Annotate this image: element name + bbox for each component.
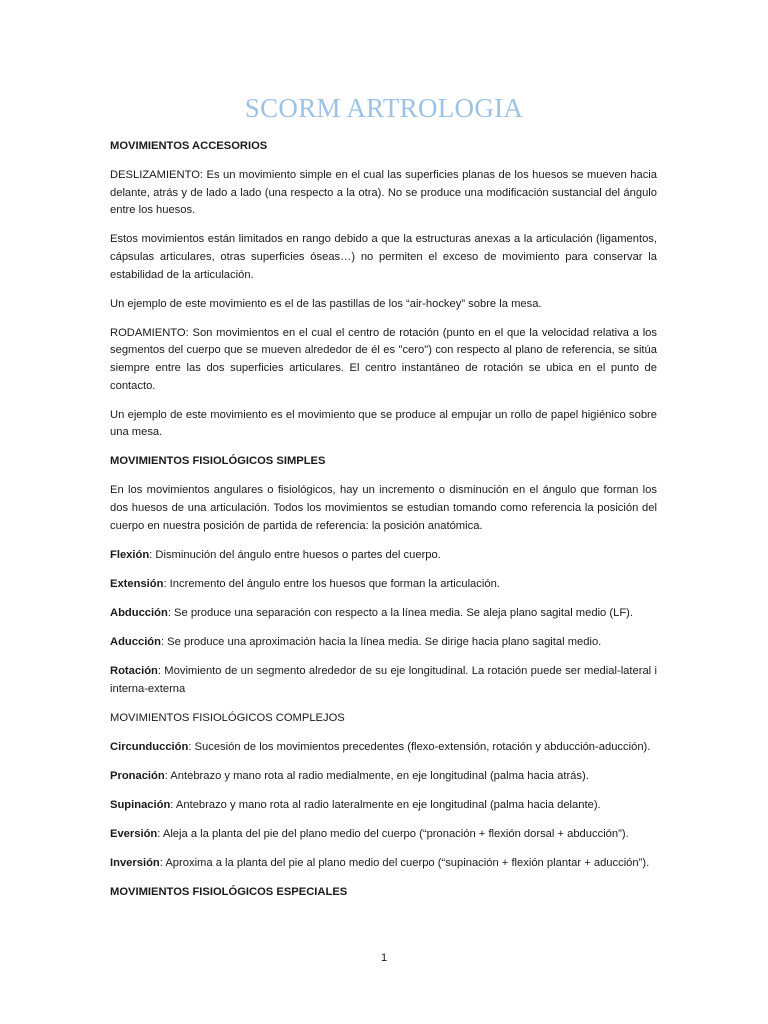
term-eversion: [110, 826, 657, 844]
term-definition: : Sucesión de los movimientos precedentes (flexo-extensión, rotación y abducción-aducción).: [188, 740, 651, 753]
term-circunduccion: [110, 739, 657, 757]
term-definition: : Movimiento de un segmento alrededor de su eje longitudinal. La rotación puede ser medial-lateral i interna-externa: [110, 665, 657, 695]
paragraph-rodamiento-example: Un ejemplo de este movimiento es el movimiento que se produce al empujar un rollo de papel higiénico sobre una mesa.: [110, 408, 657, 439]
paragraph-deslizamiento-example: Un ejemplo de este movimiento es el de las pastillas de los “air-hockey” sobre la mesa.: [110, 297, 542, 310]
section-heading-especiales: MOVIMIENTOS FISIOLÓGICOS ESPECIALES: [110, 886, 348, 899]
term-aduccion: [110, 634, 657, 652]
term-definition: : Aleja a la planta del pie del plano medio del cuerpo (“pronación + flexión dorsal + abducción”).: [157, 828, 629, 841]
section-heading-simples: MOVIMIENTOS FISIOLÓGICOS SIMPLES: [110, 455, 326, 468]
section-heading-accesorios: MOVIMIENTOS ACCESORIOS: [110, 140, 268, 152]
term-label: Aducción: [110, 635, 161, 648]
term-definition: : Disminución del ángulo entre huesos o partes del cuerpo.: [149, 548, 441, 561]
term-rotacion: [110, 663, 657, 698]
term-definition: : Incremento del ángulo entre los huesos que forman la articulación.: [163, 577, 500, 590]
term-inversion: [110, 855, 657, 873]
term-label: Abducción: [110, 606, 168, 619]
term-extension: [110, 576, 657, 594]
term-supinacion: [110, 797, 657, 815]
term-label: Circunducción: [110, 740, 189, 753]
term-label: Extensión: [110, 577, 164, 590]
paragraph-simples-intro: En los movimientos angulares o fisiológicos, hay un incremento o disminución en el ángulo que forman los dos huesos de una articulación. Todos los movimientos se estudian tomando como referencia la posición del cuerpo en nuestra posición de partida de referencia: la posición anatómica.: [110, 484, 657, 532]
paragraph-deslizamiento-limits: Estos movimientos están limitados en rango debido a que la estructuras anexas a la articulación (ligamentos, cápsulas articulares, otras superficies óseas…) no permiten el exceso de movimiento para conservar la estabilidad de la articulación.: [110, 233, 657, 281]
section-heading-complejos: MOVIMIENTOS FISIOLÓGICOS COMPLEJOS: [110, 711, 345, 724]
term-definition: : Antebrazo y mano rota al radio lateralmente en eje longitudinal (palma hacia delante).: [170, 799, 601, 812]
term-pronacion: [110, 768, 657, 786]
term-definition: : Antebrazo y mano rota al radio medialmente, en eje longitudinal (palma hacia atrás).: [164, 769, 589, 782]
document-title: SCORM ARTROLOGIA: [244, 93, 524, 123]
term-definition: : Aproxima a la planta del pie al plano medio del cuerpo (“supinación + flexión plantar + aducción”).: [159, 857, 650, 870]
term-label: Pronación: [110, 769, 165, 782]
page-number: 1: [380, 952, 388, 964]
term-label: Supinación: [110, 799, 171, 812]
document-body: [110, 138, 657, 913]
term-definition: : Se produce una separación con respecto a la línea media. Se aleja plano sagital medio (LF).: [167, 606, 633, 619]
term-label: Eversión: [110, 828, 158, 841]
term-flexion: [110, 547, 657, 565]
term-label: Inversión: [110, 857, 160, 870]
term-label: Flexión: [110, 548, 150, 561]
term-definition: : Se produce una aproximación hacia la línea media. Se dirige hacia plano sagital medio.: [160, 635, 602, 648]
paragraph-deslizamiento-definition: DESLIZAMIENTO: Es un movimiento simple en el cual las superficies planas de los huesos se mueven hacia delante, atrás y de lado a lado (una respecto a la otra). No se produce una modificación sustancial del ángulo entre los huesos.: [110, 169, 657, 217]
term-label: Rotación: [110, 665, 158, 678]
paragraph-rodamiento-definition: RODAMIENTO: Son movimientos en el cual el centro de rotación (punto en el que la velocidad relativa a los segmentos del cuerpo que se mueven alrededor de él es "cero") con respecto al plano de referencia, se sitúa siempre entre las dos superficies articulares. El centro instantáneo de rotación se ubica en el punto de contacto.: [110, 326, 657, 392]
term-abduccion: [110, 605, 657, 623]
